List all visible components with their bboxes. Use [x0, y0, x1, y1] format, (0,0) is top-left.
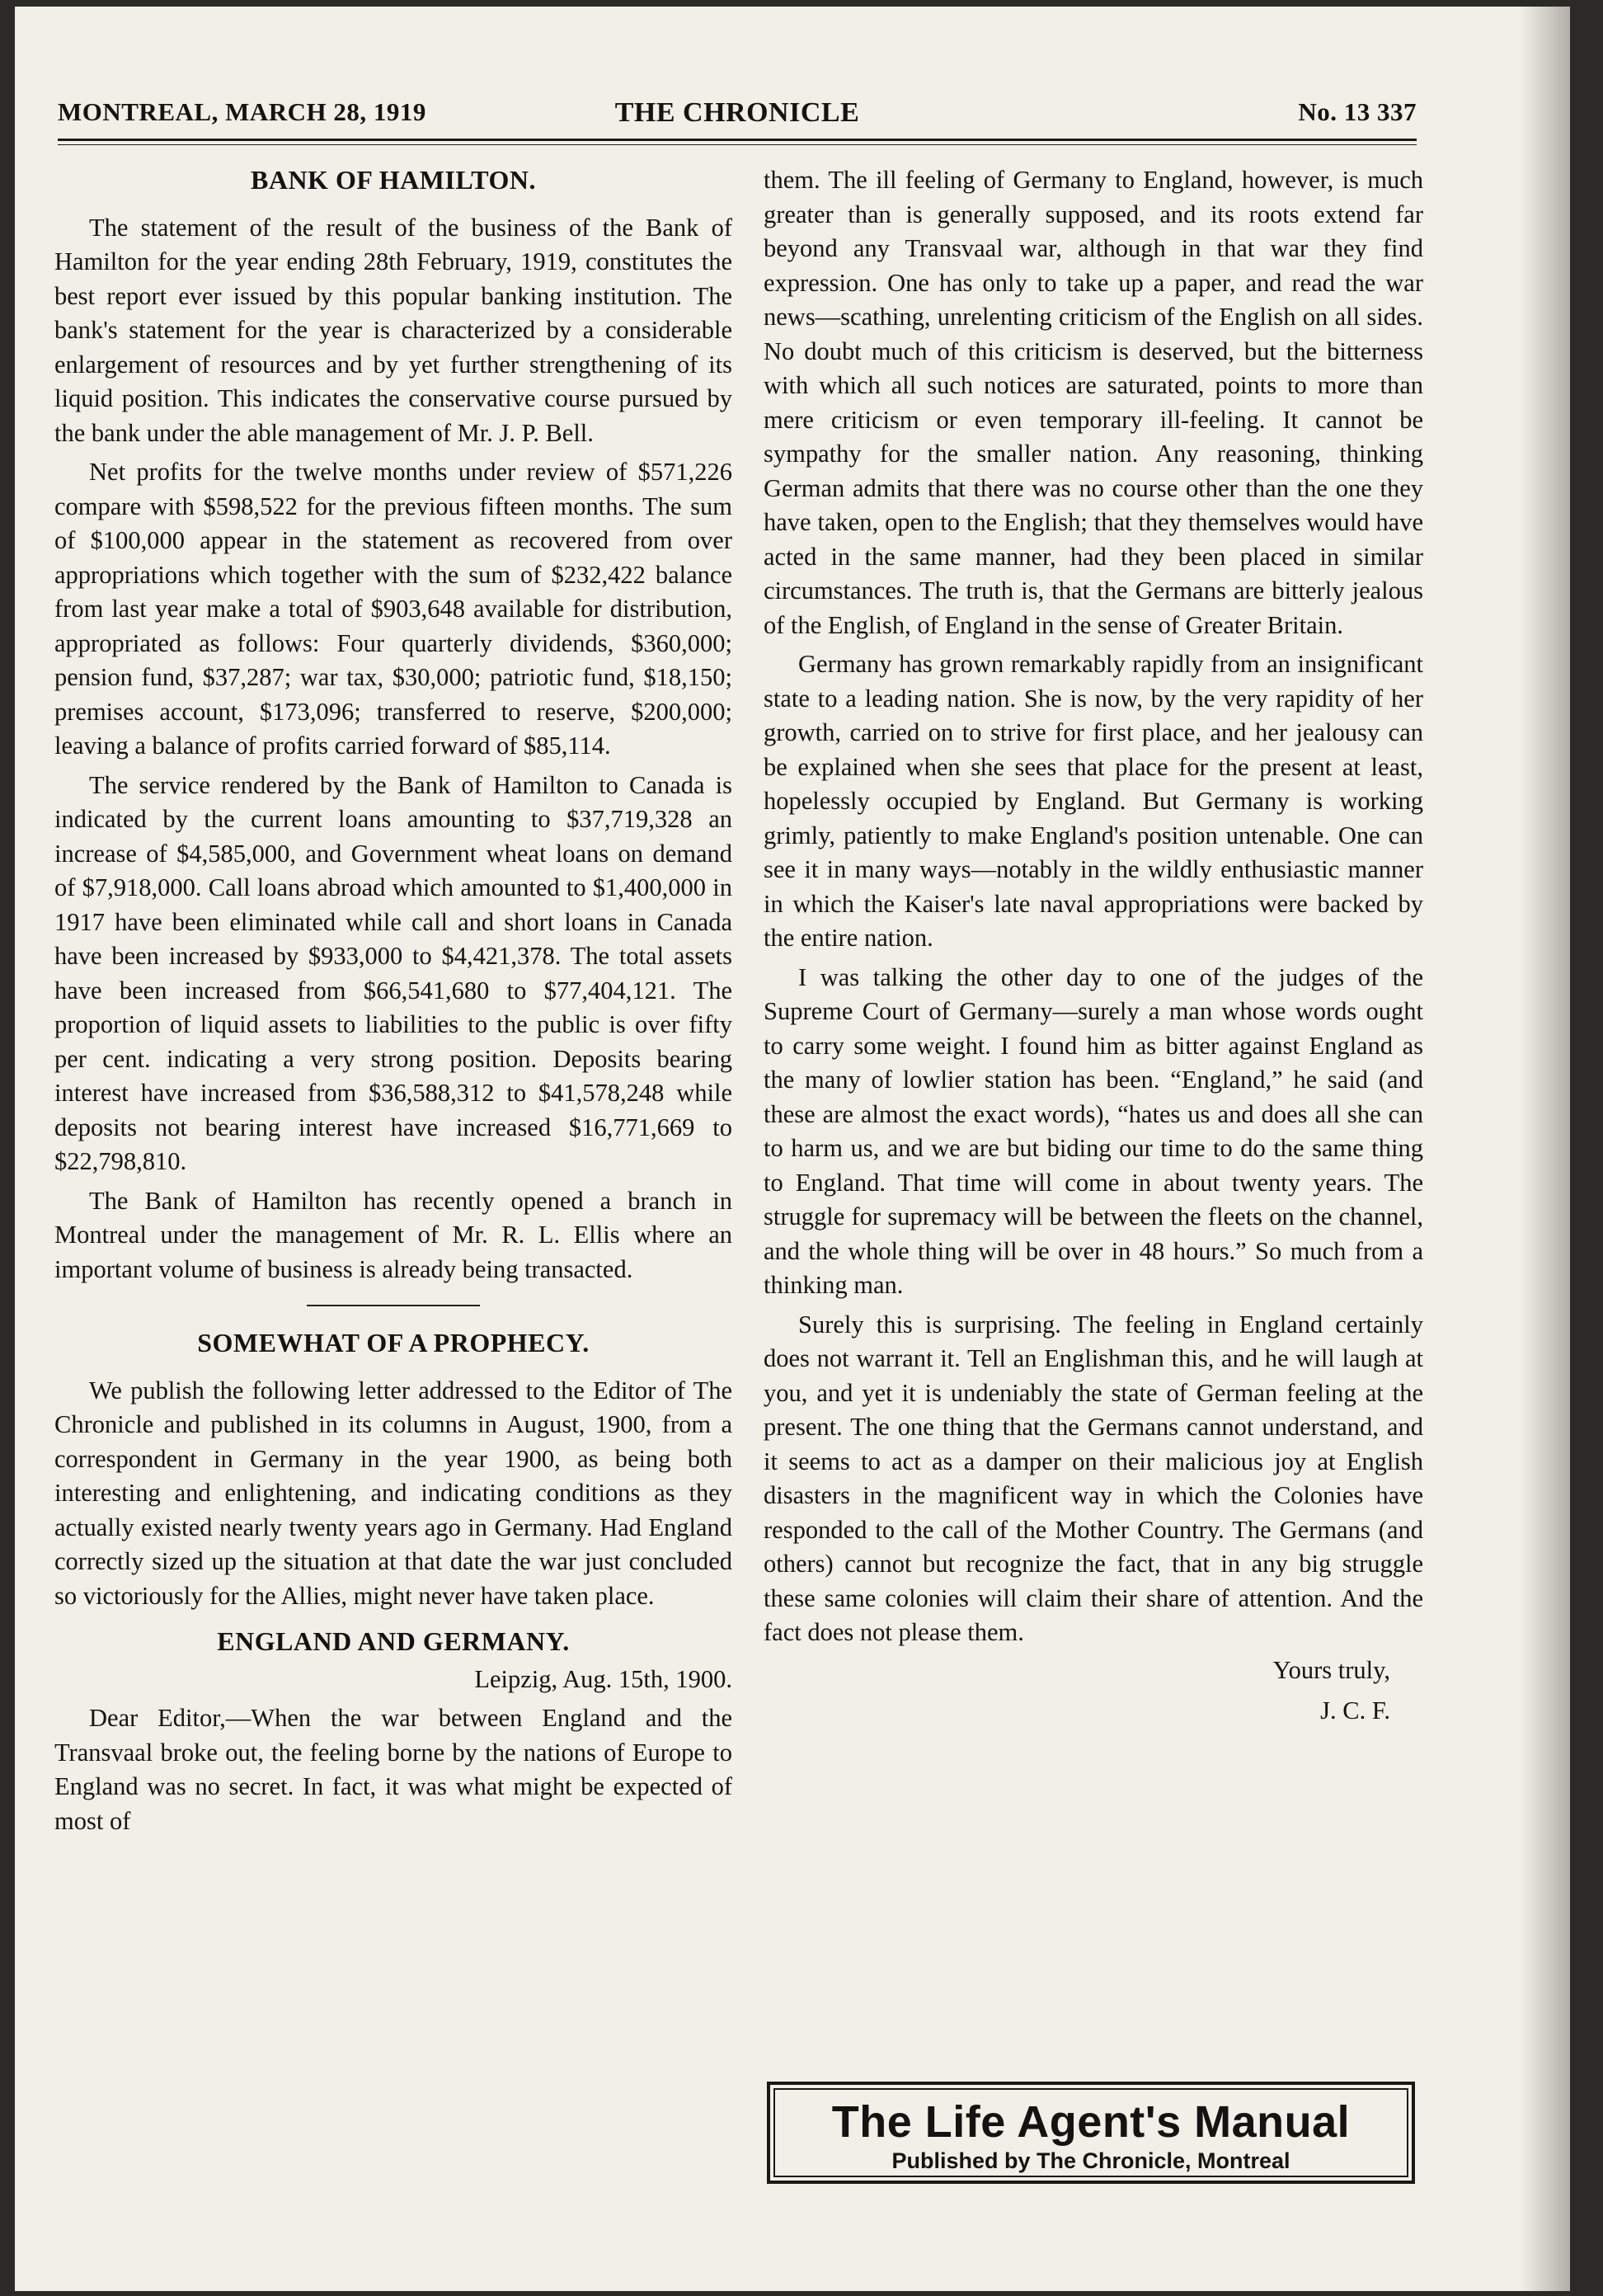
masthead-rule-thin: [58, 144, 1417, 145]
article-divider: [307, 1305, 480, 1306]
bank-paragraph: Net profits for the twelve months under review of $571,226 compare with $598,522 for the previous fifteen months. The sum of $100,000 appear in the statement as recovered from over appropriations which together with the sum of $232,422 balance from last year make a total of $903,648 available for distribution, appropriated as follows: Four quarterly dividends, $360,000; pension fund, $37,287; war tax, $30,000; patriotic fund, $18,150; premises account, $173,096; transferred to reserve, $200,000; leaving a balance of profits carried forward of $85,114.: [54, 458, 732, 760]
masthead-date: MONTREAL, MARCH 28, 1919: [58, 97, 426, 126]
bank-paragraph: The service rendered by the Bank of Hamilton to Canada is indicated by the current loans amounting to $37,719,328 an increase of $4,585,000, and Government wheat loans on demand of $7,918,000. Call loans abroad which amounted to $1,400,000 in 1917 have been eliminated while call and short loans in Canada have been increased by $933,000 to $4,421,378. The total assets have been increased from $66,541,680 to $77,404,121. The proportion of liquid assets to liabilities to the public is over fifty per cent. indicating a very strong position. Deposits bearing interest have increased from $36,588,312 to $41,578,248 while deposits not bearing interest have increased $16,771,669 to $22,798,810.: [54, 770, 732, 1175]
prophecy-intro: We publish the following letter addressed to the Editor of The Chronicle and published in its columns in August, 1900, from a correspondent in Germany in the year 1900, as being both interesting and enlightening, and indicating conditions as they actually existed nearly twenty years ago in Germany. Had England correctly sized up the situation at that date the war just concluded so victoriously for the Allies, might never have taken place.: [54, 1376, 732, 1610]
masthead: [58, 97, 1417, 134]
bank-article-heading: BANK OF HAMILTON.: [250, 165, 537, 195]
advertisement-inner-border: [773, 2088, 1408, 2177]
bank-paragraph: The Bank of Hamilton has recently opened a branch in Montreal under the management of Mr. R. L. Ellis where an important volume of business is already being transacted.: [54, 1186, 732, 1283]
advertisement-box: [767, 2082, 1415, 2184]
page-edge-shadow: [1521, 7, 1570, 2291]
letter-dateline: Leipzig, Aug. 15th, 1900.: [474, 1664, 732, 1693]
letter-paragraph: Surely this is surprising. The feeling in England certainly does not warrant it. Tell an Englishman this, and he will laugh at you, and yet it is undeniably the state of German feeling at the present. The one thing that the Germans cannot understand, and it seems to act as a damper on their malicious joy at English disasters in the magnificent way in which the Colonies have responded to the call of the Mother Country. The Germans (and others) cannot but recognize the fact, that in any big struggle these same colonies will claim their share of attention. And the fact does not please them.: [764, 1310, 1423, 1646]
letter-paragraph: I was talking the other day to one of the judges of the Supreme Court of Germany—surely a man whose words ought to carry some weight. I found him as bitter against England as the many of lowlier station has been. “England,” he said (and these are almost the exact words), “hates us and does all she can to harm us, and we are but biding our time to do the same thing to England. That time will come in about twenty years. The struggle for supremacy will be between the fleets on the channel, and the whole thing will be over in 48 hours.” So much from a thinking man.: [764, 962, 1423, 1299]
prophecy-heading: SOMEWHAT OF A PROPHECY.: [197, 1328, 590, 1357]
letter-continuation: them. The ill feeling of Germany to England, however, is much greater than is generally supposed, and its roots extend far beyond any Transvaal war, although in that war they find expression. One has only to take up a paper, and read the war news—scathing, unrelenting criticism of the English on all sides. No doubt much of this criticism is deserved, but the bitterness with which all such notices are saturated, points to more than mere criticism or even temporary ill-feeling. It cannot be sympathy for the smaller nation. Any reasoning, thinking German admits that there was no course other than the one they have taken, open to the English; that they themselves would have acted in the same manner, had they been placed in similar circumstances. The truth is, that the Germans are bitterly jealous of the English, of England in the sense of Greater Britain.: [764, 166, 1423, 639]
letter-paragraph: Germany has grown remarkably rapidly from an insignificant state to a leading nation. She is now, by the very rapidity of her growth, carried on to strive for first place, and her jealousy can be explained when she sees that place for the present at least, hopelessly occupied by England. But Germany is working grimly, patiently to make England's position untenable. One can see it in many ways—notably in the wildly enthusiastic manner in which the Kaiser's late naval appropriations were backed by the entire nation.: [764, 650, 1423, 952]
bank-paragraph: The statement of the result of the business of the Bank of Hamilton for the year ending 28th February, 1919, constitutes the best report ever issued by this popular banking institution. The bank's statement for the year is characterized by a considerable enlargement of resources and by yet further strengthening of its liquid position. This indicates the conservative course pursued by the bank under the able management of Mr. J. P. Bell.: [54, 213, 732, 447]
masthead-title: THE CHRONICLE: [614, 97, 860, 128]
left-column: [54, 163, 732, 1838]
masthead-issue-page: No. 13 337: [1298, 97, 1417, 126]
letter-signature: J. C. F.: [1320, 1696, 1390, 1724]
advertisement-subtitle: Published by The Chronicle, Montreal: [891, 2148, 1290, 2173]
masthead-rule: [58, 139, 1417, 141]
letter-opening: Dear Editor,—When the war between England and the Transvaal broke out, the feeling borne by the nations of Europe to England was no secret. In fact, it was what might be expected of most of: [54, 1704, 732, 1835]
advertisement-title: The Life Agent's Manual: [831, 2097, 1351, 2147]
right-column: [764, 163, 1423, 1729]
newspaper-page: [15, 7, 1570, 2291]
letter-heading: ENGLAND AND GERMANY.: [217, 1626, 570, 1656]
letter-closing: Yours truly,: [1272, 1655, 1390, 1684]
